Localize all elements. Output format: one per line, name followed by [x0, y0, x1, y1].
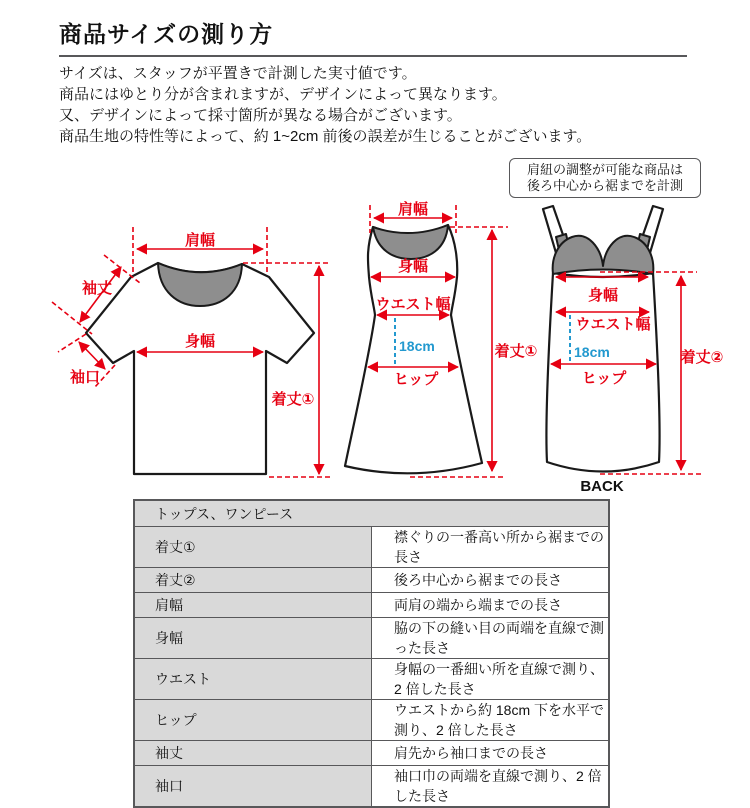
- sleeve-length-label: 袖丈: [81, 280, 113, 297]
- dress-diagram: [345, 200, 537, 477]
- table-row: [134, 527, 609, 568]
- hip-offset-label: 18cm: [574, 344, 610, 360]
- definition-cell: 脇の下の縫い目の両端を直線で測った長さ: [372, 618, 610, 659]
- description-line: 商品生地の特性等によって、約 1~2cm 前後の誤差が生じることがございます。: [59, 128, 592, 145]
- description-line: 又、デザインによって採寸箇所が異なる場合がございます。: [59, 107, 462, 124]
- table-row: [134, 593, 609, 618]
- description-line: 商品にはゆとり分が含まれますが、デザインによって異なります。: [59, 86, 507, 103]
- sleeve-guide-bottom: [52, 302, 92, 334]
- definition-cell: ウエストから約 18cm 下を水平で測り、2 倍した長さ: [372, 700, 610, 741]
- description-line: サイズは、スタッフが平置きで計測した実寸値です。: [59, 65, 417, 82]
- shoulder-width-label: 肩幅: [397, 201, 429, 218]
- term-cell: ヒップ: [134, 700, 372, 741]
- table-row: [134, 766, 609, 808]
- definition-cell: 後ろ中心から裾までの長さ: [372, 568, 610, 593]
- definition-cell: 袖口巾の両端を直線で測り、2 倍した長さ: [372, 766, 610, 808]
- table-row: [134, 700, 609, 741]
- term-cell: 着丈②: [134, 568, 372, 593]
- waist-width-label: ウエスト幅: [575, 316, 651, 333]
- table-row: [134, 741, 609, 766]
- body-width-label: 身幅: [184, 333, 216, 350]
- body-width-label: 身幅: [397, 258, 429, 275]
- body-width-label: 身幅: [587, 287, 619, 304]
- length1-label: 着丈①: [271, 391, 315, 408]
- table-header-cell: トップス、ワンピース: [134, 500, 609, 527]
- table-row: [134, 568, 609, 593]
- waist-width-label: ウエスト幅: [375, 296, 451, 313]
- table-row: [134, 618, 609, 659]
- hip-label: ヒップ: [581, 370, 627, 387]
- term-cell: 袖口: [134, 766, 372, 808]
- term-cell: 身幅: [134, 618, 372, 659]
- measurement-table: [133, 499, 610, 808]
- hip-label: ヒップ: [393, 371, 439, 388]
- length2-label: 着丈②: [680, 349, 724, 366]
- hip-offset-label: 18cm: [399, 338, 435, 354]
- definition-cell: 両肩の端から端までの長さ: [372, 593, 610, 618]
- page-title: 商品サイズの測り方: [59, 21, 274, 47]
- back-view-label: BACK: [580, 478, 624, 495]
- term-cell: 着丈①: [134, 527, 372, 568]
- strap-note-line: 後ろ中心から裾までを計測: [526, 178, 683, 193]
- tshirt-diagram: [52, 227, 331, 477]
- length1-label: 着丈①: [494, 343, 538, 360]
- shoulder-width-label: 肩幅: [184, 232, 216, 249]
- cuff-label: 袖口: [69, 369, 101, 386]
- table-header-row: [134, 500, 609, 527]
- term-cell: ウエスト: [134, 659, 372, 700]
- camisole-diagram: [543, 206, 723, 495]
- strap-note-line: 肩紐の調整が可能な商品は: [526, 162, 683, 177]
- definition-cell: 襟ぐりの一番高い所から裾までの長さ: [372, 527, 610, 568]
- table-row: [134, 659, 609, 700]
- term-cell: 肩幅: [134, 593, 372, 618]
- definition-cell: 肩先から袖口までの長さ: [372, 741, 610, 766]
- term-cell: 袖丈: [134, 741, 372, 766]
- definition-cell: 身幅の一番細い所を直線で測り、2 倍した長さ: [372, 659, 610, 700]
- cuff-guide-top: [58, 334, 86, 352]
- bra-cups: [553, 236, 654, 274]
